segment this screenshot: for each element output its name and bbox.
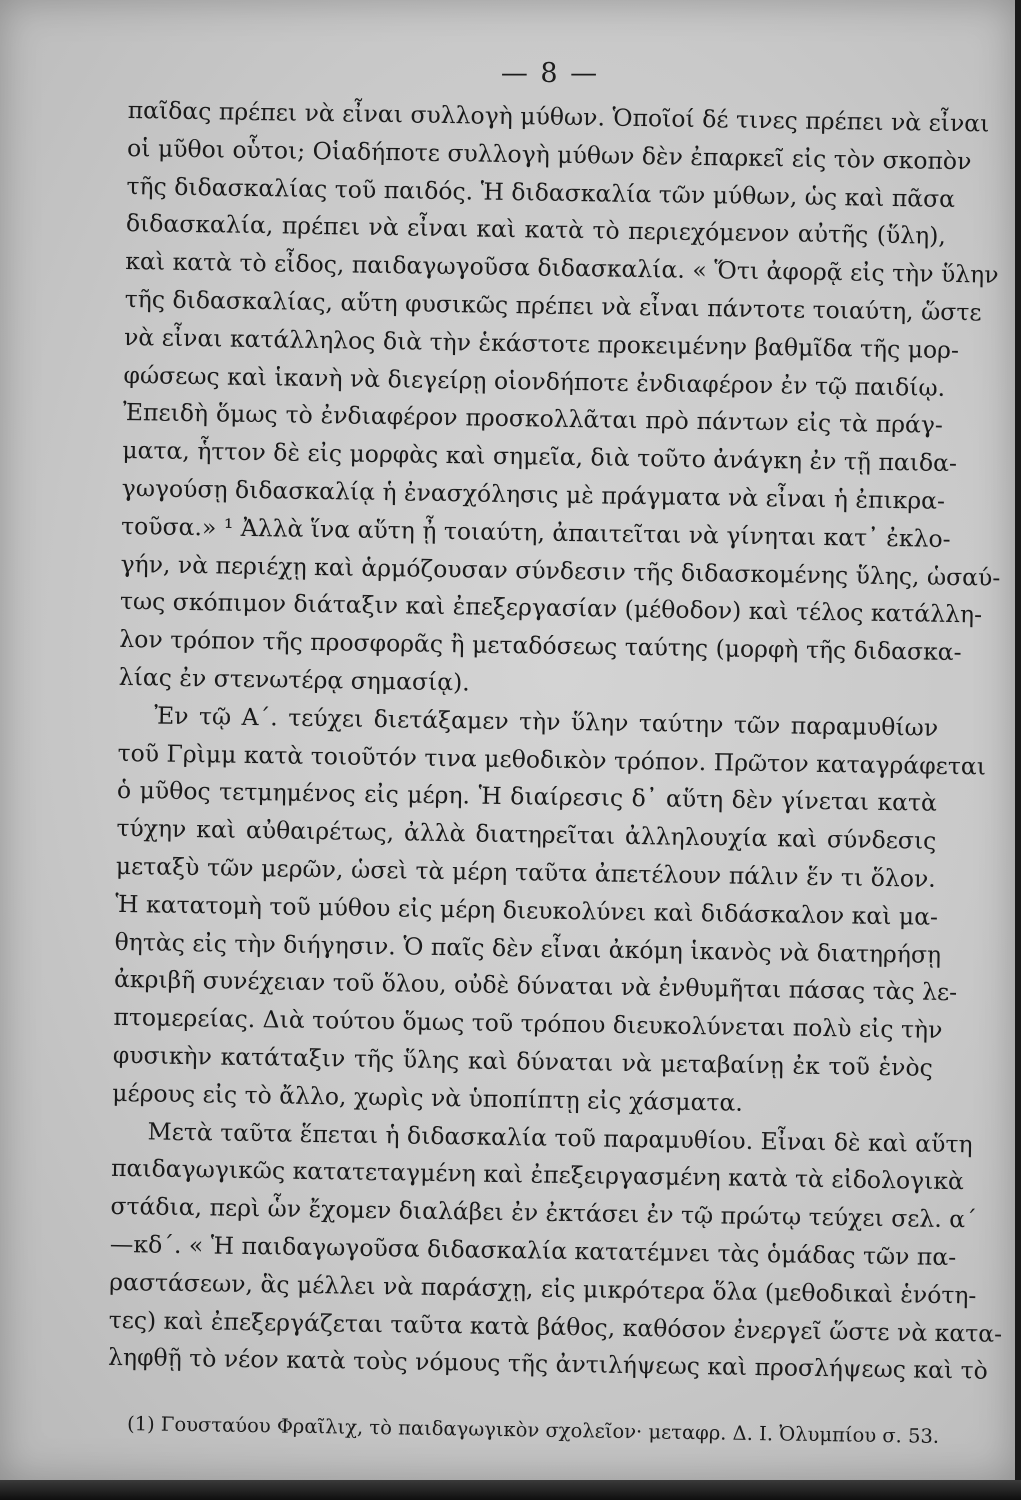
text-line: καὶ κατὰ τὸ εἶδος, παιδαγωγοῦσα διδασκαλία. « Ὅτι ἀφορᾷ εἰς τὴν ὕλην <box>125 247 999 289</box>
text-line: παιδαγωγικῶς κατατεταγμένη καὶ ἐπεξειργασμένη κατὰ τὰ εἰδολογικὰ <box>110 1154 965 1196</box>
text-line: τῆς διδασκαλίας τοῦ παιδός. Ἡ διδασκαλία τῶν μύθων, ὡς καὶ πᾶσα <box>126 171 956 213</box>
text-line: διδασκαλία, πρέπει νὰ εἶναι καὶ κατὰ τὸ περιεχόμενον αὐτῆς (ὕλη), <box>125 209 947 251</box>
footnote: (1) Γουσταύου Φραῖλιχ, τὸ παιδαγωγικὸν σχολεῖον· μεταφρ. Δ. Ι. Ὀλυμπίου σ. 53. <box>126 1412 940 1448</box>
text-line: οἱ μῦθοι οὗτοι; Οἱαδήποτε συλλογὴ μύθων δὲν ἐπαρκεῖ εἰς τὸν σκοπὸν <box>126 133 972 176</box>
text-line: λον τρόπον τῆς προσφορᾶς ἢ μεταδόσεως ταύτης (μορφὴ τῆς διδασκα- <box>119 625 962 667</box>
text-line: ὁ μῦθος τετμημένος εἰς μέρη. Ἡ διαίρεσις δ᾽ αὕτη δὲν γίνεται κατὰ <box>116 776 938 818</box>
text-line: νὰ εἶναι κατάλληλος διὰ τὴν ἑκάστοτε προκειμένην βαθμῖδα τῆς μορ- <box>123 322 960 364</box>
page-number: — 8 — <box>500 58 600 89</box>
text-line: φώσεως καὶ ἱκανὴ νὰ διεγείρῃ οἱονδήποτε ἐνδιαφέρον ἐν τῷ παιδίῳ. <box>123 360 946 402</box>
text-line: πτομερείας. Διὰ τούτου ὅμως τοῦ τρόπου διευκολύνεται πολὺ εἰς τὴν <box>113 1003 943 1045</box>
scan-bottom-edge <box>0 1480 1021 1500</box>
text-line: λίας ἐν στενωτέρᾳ σημασίᾳ). <box>118 662 470 697</box>
text-line: τοῦσα.» ¹ Ἀλλὰ ἵνα αὕτη ᾖ τοιαύτη, ἀπαιτεῖται νὰ γίνηται κατ᾽ ἐκλο- <box>120 511 951 553</box>
text-line: ματα, ἧττον δὲ εἰς μορφὰς καὶ σημεῖα, διὰ τοῦτο ἀνάγκη ἐν τῇ παιδα- <box>122 436 958 478</box>
text-line: φυσικὴν κατάταξιν τῆς ὕλης καὶ δύναται νὰ μεταβαίνῃ ἐκ τοῦ ἑνὸς <box>112 1040 933 1082</box>
text-line: τοῦ Γρὶμμ κατὰ τοιοῦτόν τινα μεθοδικὸν τρόπον. Πρῶτον καταγράφεται <box>117 738 987 781</box>
text-line: γήν, νὰ περιέχῃ καὶ ἁρμόζουσαν σύνδεσιν τῆς διδασκομένης ὕλης, ὡσαύ- <box>120 549 1001 592</box>
text-line: γωγούσῃ διδασκαλίᾳ ἡ ἐνασχόλησις μὲ πράγματα νὰ εἶναι ἡ ἐπικρα- <box>121 473 946 515</box>
text-line: Ἡ κατατομὴ τοῦ μύθου εἰς μέρη διευκολύνει καὶ διδάσκαλον καὶ μα- <box>115 889 939 931</box>
text-line: Ἐπειδὴ ὅμως τὸ ἐνδιαφέρον προσκολλᾶται πρὸ πάντων εἰς τὰ πράγ- <box>122 398 944 440</box>
text-line: —κδ΄. « Ἡ παιδαγωγοῦσα διδασκαλία κατατέμνει τὰς ὁμάδας τῶν πα- <box>109 1229 957 1272</box>
text-line: στάδια, περὶ ὧν ἔχομεν διαλάβει ἐν ἐκτάσει ἐν τῷ πρώτῳ τεύχει σελ. α΄ <box>110 1191 978 1234</box>
text-line: τῆς διδασκαλίας, αὕτη φυσικῶς πρέπει νὰ εἶναι πάντοτε τοιαύτη, ὥστε <box>124 284 982 327</box>
text-line: μεταξὺ τῶν μερῶν, ὡσεὶ τὰ μέρη ταῦτα ἀπετέλουν πάλιν ἕν τι ὅλον. <box>115 851 936 893</box>
text-line: Ἐν τῷ Α΄. τεύχει διετάξαμεν τὴν ὕλην ταύτην τῶν παραμυθίων <box>153 701 939 742</box>
text-line: Μετὰ ταῦτα ἕπεται ἡ διδασκαλία τοῦ παραμυθίου. Εἶναι δὲ καὶ αὕτη <box>147 1116 973 1158</box>
body-text <box>107 92 1003 1452</box>
text-line: ἀκριβῆ συνέχειαν τοῦ ὅλου, οὐδὲ δύναται νὰ ἐνθυμῆται πάσας τὰς λε- <box>113 965 958 1007</box>
text-line: τύχην καὶ αὐθαιρέτως, ἀλλὰ διατηρεῖται ἀλληλουχία καὶ σύνδεσις <box>116 814 937 855</box>
text-line: παῖδας πρέπει νὰ εἶναι συλλογὴ μύθων. Ὁποῖοί δέ τινες πρέπει νὰ εἶναι <box>127 95 990 138</box>
text-line: ραστάσεων, ἃς μέλλει νὰ παράσχῃ, εἰς μικρότερα ὅλα (μεθοδικαὶ ἑνότη- <box>109 1267 977 1310</box>
text-line: θητὰς εἰς τὴν διήγησιν. Ὁ παῖς δὲν εἶναι ἀκόμη ἱκανὸς νὰ διατηρήσῃ <box>114 927 942 969</box>
text-line: τες) καὶ ἐπεξεργάζεται ταῦτα κατὰ βάθος, καθόσον ἐνεργεῖ ὥστε νὰ κατα- <box>108 1305 1003 1348</box>
text-line: ληφθῇ τὸ νέον κατὰ τοὺς νόμους τῆς ἀντιλήψεως καὶ προσλήψεως καὶ τὸ <box>107 1343 988 1385</box>
text-line: μέρους εἰς τὸ ἄλλο, χωρὶς νὰ ὑποπίπτῃ εἰς χάσματα. <box>112 1078 744 1117</box>
text-line: τως σκόπιμον διάταξιν καὶ ἐπεξεργασίαν (μέθοδον) καὶ τέλος κατάλλη- <box>119 587 983 629</box>
